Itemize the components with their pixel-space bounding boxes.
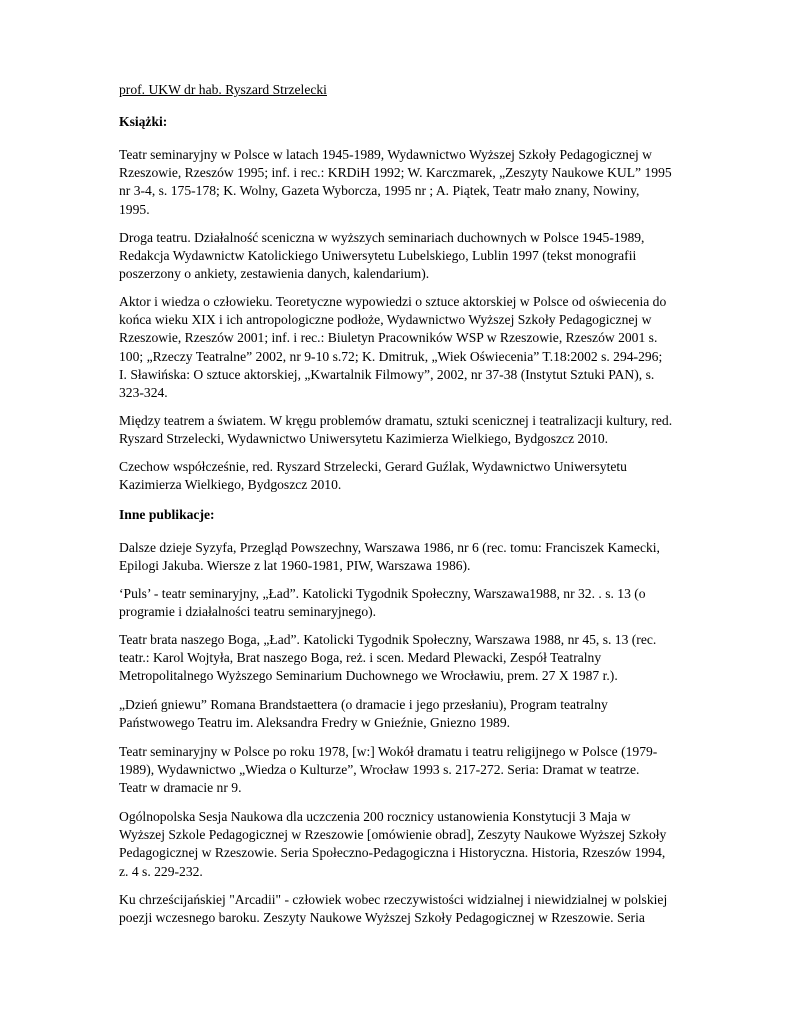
publication-entry — [119, 891, 679, 927]
entry-line: 323-324. — [119, 385, 168, 401]
book-entry — [119, 146, 679, 219]
book-entry — [119, 229, 679, 284]
entry-line: Państwowego Teatru im. Aleksandra Fredry w Gnieźnie, Gniezno 1989. — [119, 715, 511, 731]
entry-line: Wyższej Szkole Pedagogicznej w Rzeszowie [omówienie obrad], Zeszyty Naukowe Wyższej Szkoły — [119, 827, 667, 843]
entry-line: poszerzony o ankiety, zestawienia danych, kalendarium). — [119, 266, 430, 282]
publication-entry — [119, 631, 679, 686]
publication-entry — [119, 808, 679, 881]
entry-line: nr 3-4, s. 175-178; K. Wolny, Gazeta Wyborcza, 1995 nr ; A. Piątek, Teatr mało znany, Nowiny, — [119, 183, 640, 199]
book-entry — [119, 412, 679, 448]
entry-line: ‘Puls’ - teatr seminaryjny, „Ład”. Katolicki Tygodnik Społeczny, Warszawa1988, nr 32. . s. 13 (o — [119, 586, 646, 601]
entry-line: 1995. — [119, 201, 150, 217]
entry-line: Czechow współcześnie, red. Ryszard Strzelecki, Gerard Guźlak, Wydawnictwo Uniwersytetu — [119, 459, 627, 474]
publication-entry — [119, 743, 679, 798]
entry-line: Ogólnopolska Sesja Naukowa dla uczczenia 200 rocznicy ustanowienia Konstytucji 3 Maja w — [119, 809, 631, 824]
entry-line: Kazimierza Wielkiego, Bydgoszcz 2010. — [119, 477, 342, 493]
publication-entry — [119, 585, 679, 621]
entry-line: Ryszard Strzelecki, Wydawnictwo Uniwersytetu Kazimierza Wielkiego, Bydgoszcz 2010. — [119, 431, 609, 447]
author-line: prof. UKW dr hab. Ryszard Strzelecki — [119, 82, 327, 97]
entry-line: z. 4 s. 229-232. — [119, 863, 203, 879]
entry-line: Redakcja Wydawnictw Katolickiego Uniwersytetu Lubelskiego, Lublin 1997 (tekst monografii — [119, 248, 637, 264]
entry-line: poezji wczesnego baroku. Zeszyty Naukowe Wyższej Szkoły Pedagogicznej w Rzeszowie. Seria — [119, 910, 645, 926]
publication-entry — [119, 696, 679, 732]
entry-line: Rzeszowie, Rzeszów 1995; inf. i rec.: KRDiH 1992; W. Karczmarek, „Zeszyty Naukowe KUL” 1995 — [119, 165, 672, 181]
entry-line: Pedagogicznej w Rzeszowie. Seria Społeczno-Pedagogiczna i Historyczna. Historia, Rzeszów 1994, — [119, 845, 666, 861]
entry-line: Teatr brata naszego Boga, „Ład”. Katolicki Tygodnik Społeczny, Warszawa 1988, nr 45, s. 13 (rec. — [119, 632, 657, 647]
entry-line: programie i działalności teatru seminaryjnego). — [119, 604, 377, 620]
publication-entry — [119, 539, 679, 575]
entry-line: Między teatrem a światem. W kręgu problemów dramatu, sztuki scenicznej i teatralizacji kultury, red. — [119, 413, 673, 428]
other-publications-heading: Inne publikacje: — [119, 507, 215, 522]
entry-line: Rzeszowie, Rzeszów 2001; inf. i rec.: Biuletyn Pracowników WSP w Rzeszowie, Rzeszów 2001 s. — [119, 330, 658, 346]
entry-line: Droga teatru. Działalność sceniczna w wyższych seminariach duchownych w Polsce 1945-1989, — [119, 230, 645, 245]
book-entry — [119, 293, 679, 402]
entry-line: I. Sławińska: O sztuce aktorskiej, „Kwartalnik Filmowy”, 2002, nr 37-38 (Instytut Sztuki PAN), s. — [119, 366, 655, 382]
entry-line: Teatr seminaryjny w Polsce po roku 1978, [w:] Wokół dramatu i teatru religijnego w Polsce (1979- — [119, 744, 658, 759]
entry-line: 1989), Wydawnictwo „Wiedza o Kulturze”, Wrocław 1993 s. 217-272. Seria: Dramat w teatrze. — [119, 762, 640, 778]
entry-line: Aktor i wiedza o człowieku. Teoretyczne wypowiedzi o sztuce aktorskiej w Polsce od oświecenia do — [119, 294, 667, 309]
entry-line: teatr.: Karol Wojtyła, Brat naszego Boga, reż. i scen. Medard Plewacki, Zespół Teatralny — [119, 650, 602, 666]
entry-line: Dalsze dzieje Syzyfa, Przegląd Powszechny, Warszawa 1986, nr 6 (rec. tomu: Franciszek Kamecki, — [119, 540, 660, 555]
entry-line: Metropolitalnego Wyższego Seminarium Duchownego we Wrocławiu, prem. 27 X 1987 r.). — [119, 668, 618, 684]
books-heading: Książki: — [119, 114, 168, 129]
book-entry — [119, 458, 679, 494]
entry-line: Teatr w dramacie nr 9. — [119, 780, 242, 796]
entry-line: końca wieku XIX i ich antropologiczne podłoże, Wydawnictwo Wyższej Szkoły Pedagogicznej w — [119, 312, 652, 328]
entry-line: Teatr seminaryjny w Polsce w latach 1945-1989, Wydawnictwo Wyższej Szkoły Pedagogicznej w — [119, 147, 652, 162]
entry-line: Ku chrześcijańskiej "Arcadii" - człowiek wobec rzeczywistości widzialnej i niewidzialnej w polskiej — [119, 892, 668, 907]
entry-line: „Dzień gniewu” Romana Brandstaettera (o dramacie i jego przesłaniu), Program teatralny — [119, 697, 608, 712]
entry-line: Epilogi Jakuba. Wiersze z lat 1960-1981, PIW, Warszawa 1986). — [119, 558, 471, 574]
entry-line: 100; „Rzeczy Teatralne” 2002, nr 9-10 s.72; K. Dmitruk, „Wiek Oświecenia” T.18:2002 s. 294-296; — [119, 348, 663, 364]
